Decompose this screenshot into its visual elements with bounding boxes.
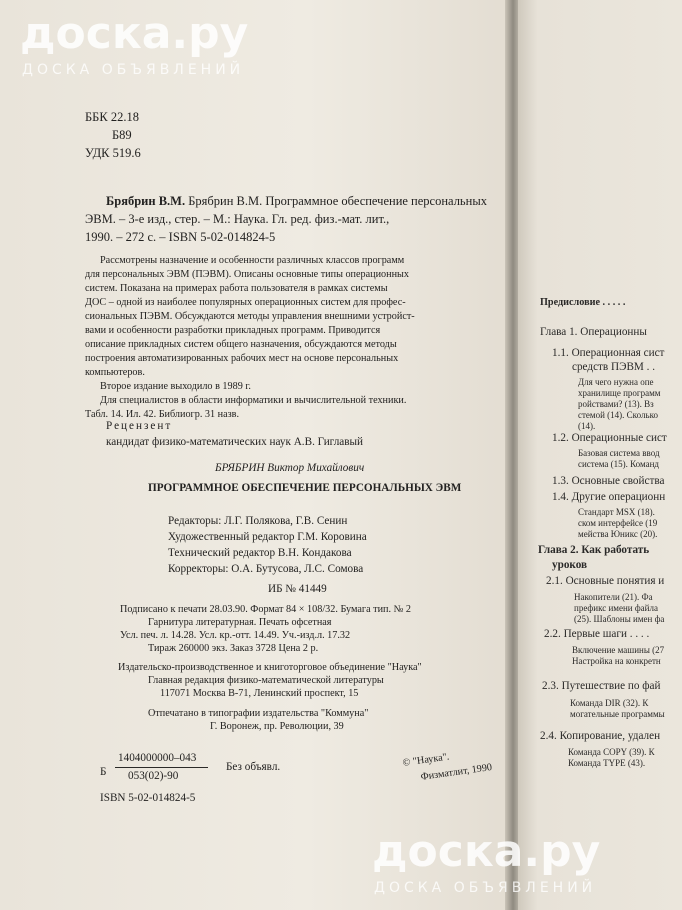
- toc-entry: система (15). Команд: [578, 459, 660, 469]
- toc-entry: 2.2. Первые шаги . . . .: [544, 628, 650, 640]
- abstract-line: Табл. 14. Ил. 42. Библиогр. 31 назв.: [85, 409, 240, 420]
- publisher-line: Издательско-производственное и книготорговое объединение "Наука": [118, 662, 422, 673]
- abstract-line: компьютеров.: [85, 367, 145, 378]
- watermark-tagline-top: ДОСКА ОБЪЯВЛЕНИЙ: [22, 62, 245, 78]
- code-numerator: 1404000000–043: [118, 752, 197, 764]
- print-info-line: Подписано к печати 28.03.90. Формат 84 × 108/32. Бумага тип. № 2: [120, 604, 411, 615]
- publisher-line: 117071 Москва В-71, Ленинский проспект, 15: [160, 688, 359, 699]
- book-title: ПРОГРАММНОЕ ОБЕСПЕЧЕНИЕ ПЕРСОНАЛЬНЫХ ЭВМ: [148, 482, 462, 494]
- toc-entry: Команда COPY (39). К: [568, 747, 655, 757]
- printer-line: Отпечатано в типографии издательства "Коммуна": [148, 708, 369, 719]
- toc-entry: Накопители (21). Фа: [574, 592, 653, 602]
- toc-entry: Глава 2. Как работать: [538, 544, 650, 556]
- abstract-line: Рассмотрены назначение и особенности различных классов программ: [100, 255, 405, 266]
- printer-line: Г. Воронеж, пр. Революции, 39: [210, 721, 344, 732]
- toc-entry: (25). Шаблоны имен фа: [574, 614, 665, 624]
- copyright-line: Физматлит, 1990: [420, 761, 493, 783]
- watermark-logo-top: доска.ру: [20, 8, 249, 59]
- reviewer-name: кандидат физико-математических наук А.В. Гиглавый: [106, 436, 364, 448]
- abstract-line: описание прикладных систем общего назначения, обсуждаются методы: [85, 339, 397, 350]
- abstract-line: вами и особенности разработки прикладных программ. Приводится: [85, 325, 381, 336]
- code-denominator: 053(02)-90: [128, 770, 179, 782]
- print-info-line: Тираж 260000 экз. Заказ 3728 Цена 2 р.: [148, 643, 319, 654]
- credit-line: Корректоры: О.А. Бутусова, Л.С. Сомова: [168, 563, 364, 575]
- abstract-line: сиональных ПЭВМ. Обсуждаются методы управления внешними устройст-: [85, 311, 415, 322]
- toc-entry: хранилище программ: [578, 388, 661, 398]
- index-code: Б89: [112, 128, 132, 142]
- udk-code: УДК 519.6: [85, 146, 141, 160]
- print-info-line: Гарнитура литературная. Печать офсетная: [148, 617, 332, 628]
- toc-entry: Базовая система ввод: [578, 448, 660, 458]
- toc-entry: стемой (14). Сколько: [578, 410, 658, 420]
- credit-line: Художественный редактор Г.М. Коровина: [168, 531, 367, 543]
- abstract-line: для персональных ЭВМ (ПЭВМ). Описаны основные типы операционных: [85, 269, 409, 280]
- toc-entry: 1.4. Другие операционн: [552, 491, 666, 503]
- abstract-line: Для специалистов в области информатики и вычислительной техники.: [100, 395, 407, 406]
- isbn: ISBN 5-02-014824-5: [100, 792, 196, 804]
- biblio-line-3: 1990. – 272 с. – ISBN 5-02-014824-5: [85, 230, 276, 244]
- toc-entry: уроков: [552, 559, 588, 571]
- abstract-line: ДОС – одной из наиболее популярных операционных систем для профес-: [85, 297, 406, 308]
- toc-entry: Настройка на конкретн: [572, 656, 661, 666]
- biblio-line-2: ЭВМ. – 3-е изд., стер. – М.: Наука. Гл. ред. физ.-мат. лит.,: [85, 212, 390, 226]
- bbk-code: ББК 22.18: [85, 110, 139, 124]
- copyright-line: © "Наука".: [402, 751, 451, 769]
- toc-entry: 2.1. Основные понятия и: [546, 575, 665, 587]
- watermark-logo-bottom: доска.ру: [372, 826, 601, 877]
- toc-entry: Включение машины (27: [572, 645, 665, 655]
- watermark-tagline-bottom: ДОСКА ОБЪЯВЛЕНИЙ: [374, 880, 597, 896]
- code-letter: Б: [100, 766, 107, 778]
- toc-entry: 1.1. Операционная сист: [552, 347, 665, 359]
- toc-entry: могательные программы: [570, 709, 665, 719]
- toc-entry: средств ПЭВМ . .: [572, 361, 656, 373]
- toc-entry: префикс имени файла: [574, 603, 658, 613]
- right-page-toc: [518, 0, 682, 910]
- toc-entry: 2.3. Путешествие по фай: [542, 680, 661, 692]
- toc-entry: мейства Юникс (20).: [578, 529, 658, 539]
- credit-line: Редакторы: Л.Г. Полякова, Г.В. Сенин: [168, 515, 348, 527]
- fraction-line: [115, 767, 208, 768]
- toc-entry: Предисловие . . . . .: [540, 297, 626, 308]
- toc-entry: 1.3. Основные свойства: [552, 475, 665, 487]
- toc-entry: Для чего нужна опе: [578, 377, 654, 387]
- print-info-line: Усл. печ. л. 14.28. Усл. кр.-отт. 14.49. Уч.-изд.л. 17.32: [120, 630, 351, 641]
- toc-entry: Стандарт MSX (18).: [578, 507, 655, 517]
- reviewer-heading: Рецензент: [106, 420, 173, 432]
- toc-entry: 2.4. Копирование, удален: [540, 730, 661, 742]
- biblio-line-1: Брябрин В.М. Брябрин В.М. Программное обеспечение персональных: [106, 194, 487, 208]
- toc-entry: Команда TYPE (43).: [568, 758, 646, 768]
- no-announcement: Без объявл.: [226, 761, 281, 773]
- toc-entry: (14).: [578, 421, 596, 431]
- abstract-line: систем. Показана на примерах работа пользователя в рамках системы: [85, 283, 388, 294]
- toc-entry: 1.2. Операционные сист: [552, 432, 667, 444]
- toc-entry: ройствами? (13). Вз: [578, 399, 654, 409]
- author-name: БРЯБРИН Виктор Михайлович: [215, 462, 365, 474]
- abstract-line: построения автоматизированных рабочих мест на основе персональных: [85, 353, 399, 364]
- publisher-line: Главная редакция физико-математической литературы: [148, 675, 384, 686]
- toc-entry: Команда DIR (32). К: [570, 698, 649, 708]
- abstract-line: Второе издание выходило в 1989 г.: [100, 381, 251, 392]
- credit-line: Технический редактор В.Н. Кондакова: [168, 547, 352, 559]
- toc-entry: ском интерфейсе (19: [578, 518, 658, 528]
- toc-entry: Глава 1. Операционны: [540, 326, 647, 338]
- ib-number: ИБ № 41449: [268, 583, 327, 595]
